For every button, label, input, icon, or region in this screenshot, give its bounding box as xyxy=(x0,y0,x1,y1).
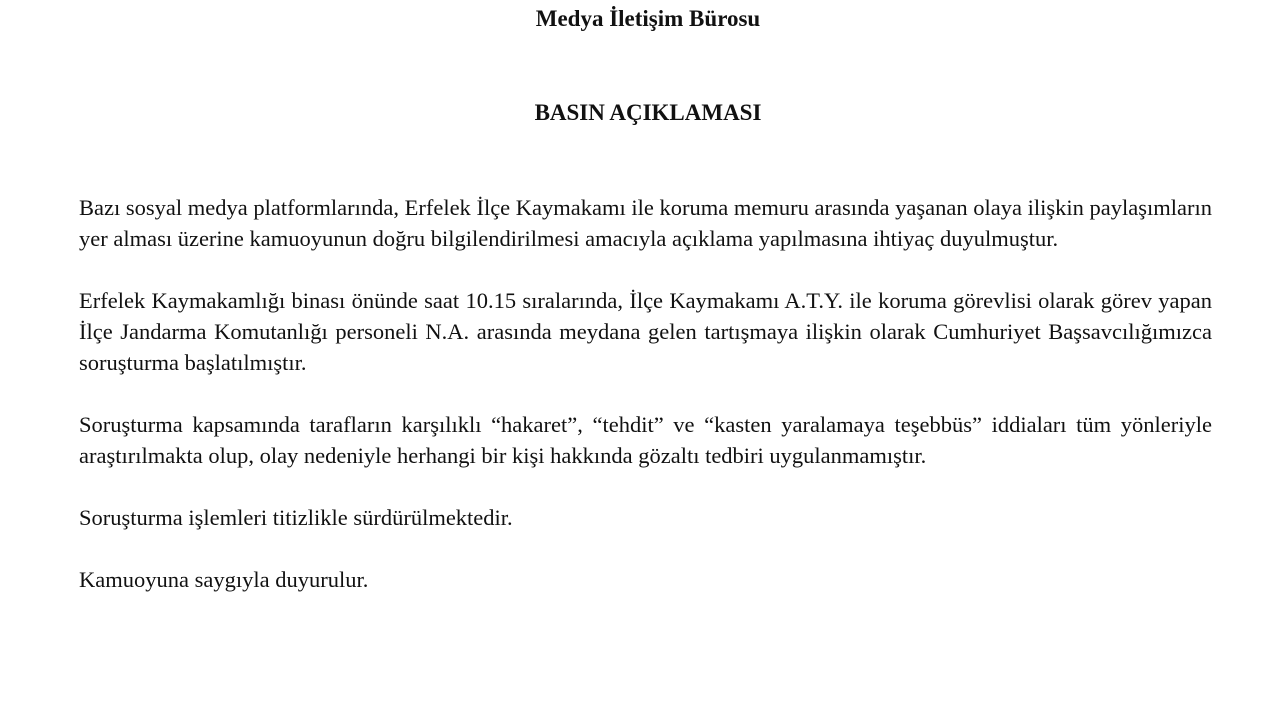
document-body xyxy=(79,192,1212,595)
paragraph-1: Bazı sosyal medya platformlarında, Erfelek İlçe Kaymakamı ile koruma memuru arasında yaşanan olaya ilişkin paylaşımların yer alması üzerine kamuoyunun doğru bilgilendirilmesi amacıyla açıklama yapılmasına ihtiyaç duyulmuştur. xyxy=(79,195,1212,251)
paragraph-4: Soruşturma işlemleri titizlikle sürdürülmektedir. xyxy=(79,505,513,530)
paragraph-5: Kamuoyuna saygıyla duyurulur. xyxy=(79,567,369,592)
paragraph-3: Soruşturma kapsamında tarafların karşılıklı “hakaret”, “tehdit” ve “kasten yaralamaya teşebbüs” iddiaları tüm yönleriyle araştırılmakta olup, olay nedeniyle herhangi bir kişi hakkında gözaltı tedbiri uygulanmamıştır. xyxy=(79,412,1212,468)
paragraph-2: Erfelek Kaymakamlığı binası önünde saat 10.15 sıralarında, İlçe Kaymakamı A.T.Y. ile koruma görevlisi olarak görev yapan İlçe Jandarma Komutanlığı personeli N.A. arasında meydana gelen tartışmaya ilişkin olarak Cumhuriyet Başsavcılığımızca soruşturma başlatılmıştır. xyxy=(79,288,1212,375)
document-title: BASIN AÇIKLAMASI xyxy=(534,100,762,125)
office-name: Medya İletişim Bürosu xyxy=(535,6,761,31)
